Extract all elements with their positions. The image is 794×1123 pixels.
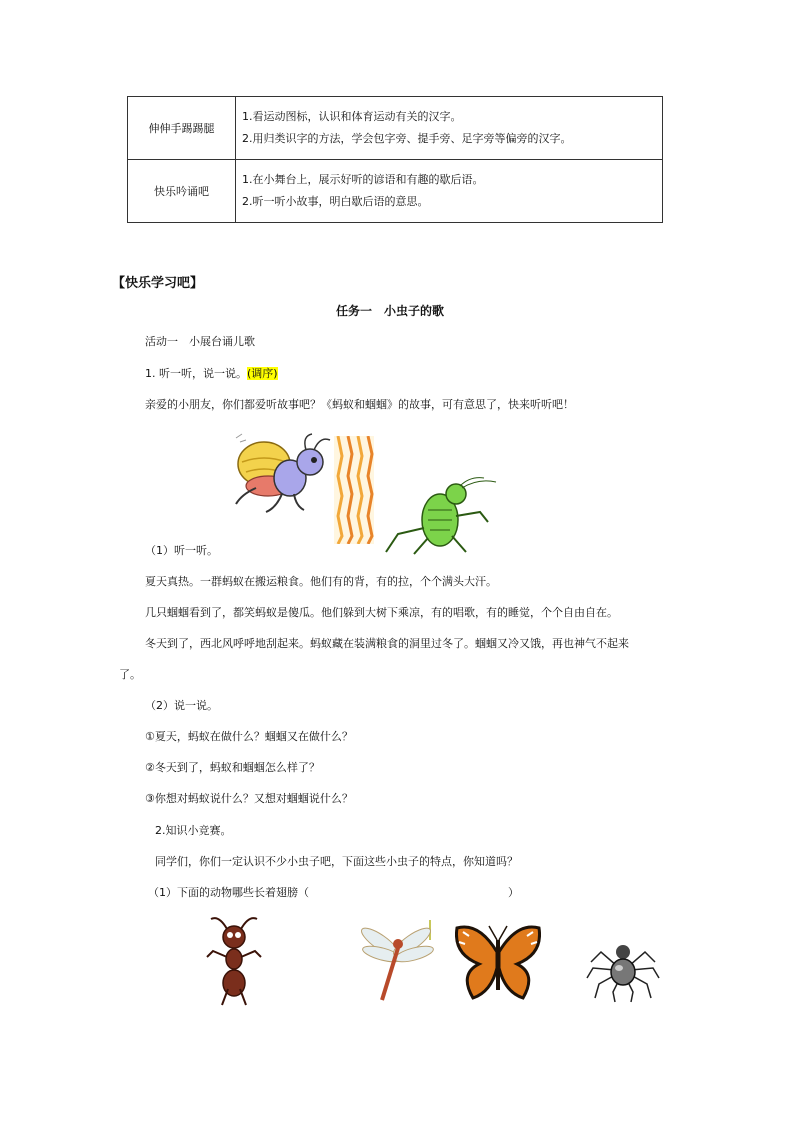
row-item: 1.看运动图标，认识和体育运动有关的汉字。 xyxy=(242,110,462,123)
listen-label: （1）听一听。 xyxy=(145,544,218,557)
ant-icon xyxy=(205,915,263,1007)
row-name: 伸伸手踢踢腿 xyxy=(128,97,236,160)
row-desc xyxy=(236,97,663,160)
wings-question-suffix: ） xyxy=(508,886,519,899)
ant-carrying-illustration xyxy=(232,426,332,518)
step1-label xyxy=(145,366,278,382)
story-paragraph: 几只蝈蝈看到了，都笑蚂蚁是傻瓜。他们躲到大树下乘凉，有的唱歌，有的睡觉，个个自由自在。 xyxy=(145,606,618,619)
task-title: 任务一 小虫子的歌 xyxy=(336,304,445,318)
story-paragraph: 夏天真热。一群蚂蚁在搬运粮食。他们有的背，有的拉，个个满头大汗。 xyxy=(145,575,497,588)
question: ②冬天到了，蚂蚁和蝈蝈怎么样了？ xyxy=(145,761,320,774)
row-name: 快乐吟诵吧 xyxy=(128,160,236,223)
wings-question xyxy=(148,885,528,901)
spider-icon xyxy=(585,932,661,1004)
story-paragraph: 冬天到了，西北风呼呼地刮起来。蚂蚁藏在装满粮食的洞里过冬了。蝈蝈又冷又饿，再也神气不起来 xyxy=(145,637,629,650)
katydid-illustration xyxy=(382,476,498,556)
table-row xyxy=(128,160,663,223)
step1-tag: (调序) xyxy=(247,367,278,380)
story-paragraph: 了。 xyxy=(119,668,141,681)
step2-intro: 同学们，你们一定认识不少小虫子吧，下面这些小虫子的特点，你知道吗？ xyxy=(155,855,518,868)
step2-label: 2.知识小竞赛。 xyxy=(155,824,232,837)
table-row xyxy=(128,97,663,160)
plan-table xyxy=(127,96,663,223)
dragonfly-icon xyxy=(360,920,436,1002)
speak-label: （2）说一说。 xyxy=(145,699,218,712)
section-title: 【快乐学习吧】 xyxy=(112,276,204,291)
question: ③你想对蚂蚁说什么？又想对蝈蝈说什么？ xyxy=(145,792,353,805)
activity-title: 活动一 小展台诵儿歌 xyxy=(145,335,255,348)
row-item: 2.听一听小故事，明白歇后语的意思。 xyxy=(242,195,429,208)
butterfly-icon xyxy=(455,922,541,1002)
step1-text: 1. 听一听，说一说。 xyxy=(145,367,247,380)
intro-text: 亲爱的小朋友，你们都爱听故事吧？《蚂蚁和蝈蝈》的故事，可有意思了，快来听听吧！ xyxy=(145,398,574,411)
row-item: 1.在小舞台上，展示好听的谚语和有趣的歇后语。 xyxy=(242,173,484,186)
sun-heat-illustration xyxy=(334,436,374,544)
row-desc xyxy=(236,160,663,223)
row-item: 2.用归类识字的方法，学会包字旁、提手旁、足字旁等偏旁的汉字。 xyxy=(242,132,572,145)
wings-question-prefix: （1）下面的动物哪些长着翅膀（ xyxy=(148,886,309,899)
question: ①夏天，蚂蚁在做什么？蝈蝈又在做什么？ xyxy=(145,730,353,743)
